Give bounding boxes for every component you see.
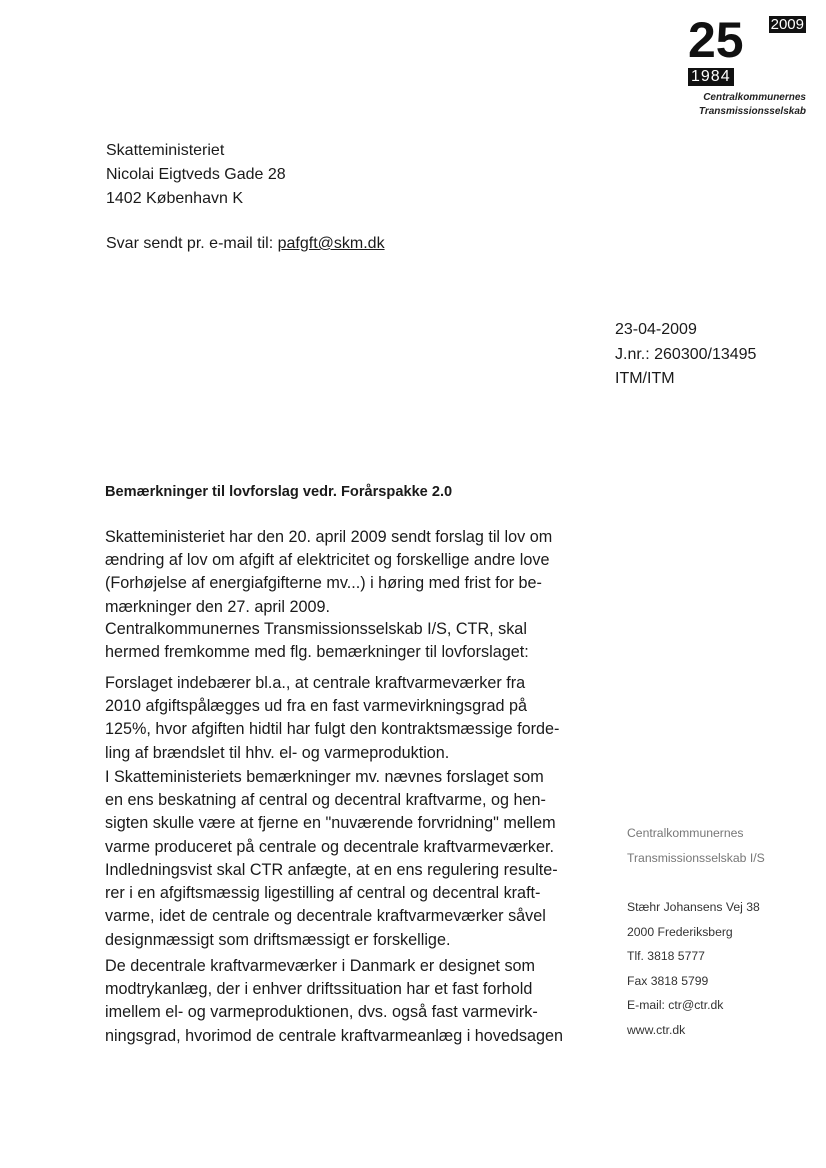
letter-meta bbox=[615, 318, 756, 392]
text-line: Indledningsvist skal CTR anfægte, at en ens regulering resulte- bbox=[105, 861, 558, 879]
paragraph bbox=[105, 526, 552, 619]
company-name: Transmissionsselskab I/S bbox=[627, 850, 765, 865]
logo-name-line1: Centralkommunernes bbox=[703, 92, 806, 103]
text-line: sigten skulle være at fjerne en "nuværende forvridning" mellem bbox=[105, 814, 556, 833]
contact-email[interactable]: E-mail: ctr@ctr.dk bbox=[627, 998, 724, 1013]
contact-fax: Fax 3818 5799 bbox=[627, 973, 709, 988]
contact-phone: Tlf. 3818 5777 bbox=[627, 949, 705, 964]
text-line: ling af brændslet til hhv. el- og varmeproduktion. bbox=[105, 743, 450, 762]
text-line: 2010 afgiftspålægges ud fra en fast varmevirkningsgrad på bbox=[105, 697, 528, 716]
paragraph bbox=[105, 672, 559, 765]
text-line: ændring af lov om afgift af elektricitet og forskellige andre love bbox=[105, 551, 550, 570]
text-line: en ens beskatning af central og decentral kraftvarme, og hen- bbox=[105, 791, 546, 810]
contact-address: Stæhr Johansens Vej 38 bbox=[627, 900, 760, 914]
text-line: Skatteministeriet har den 20. april 2009 sendt forslag til lov om bbox=[105, 528, 553, 546]
company-name: Centralkommunernes bbox=[627, 826, 744, 840]
reply-email-link[interactable]: pafgft@skm.dk bbox=[277, 235, 385, 252]
reply-label: Svar sendt pr. e-mail til: bbox=[106, 235, 278, 252]
text-line: De decentrale kraftvarmeværker i Danmark er designet som bbox=[105, 957, 536, 975]
recipient-line: Skatteministeriet bbox=[106, 142, 225, 159]
text-line: varme produceret på centrale og decentrale kraftvarmeværker. bbox=[105, 837, 554, 856]
contact-website[interactable]: www.ctr.dk bbox=[627, 1022, 686, 1037]
text-line: Centralkommunernes Transmissionsselskab I/S, CTR, skal bbox=[105, 620, 527, 638]
reply-line bbox=[106, 232, 385, 256]
logo-name-line2: Transmissionsselskab bbox=[698, 106, 806, 117]
letter-heading: Bemærkninger til lovforslag vedr. Forårspakke 2.0 bbox=[105, 484, 453, 500]
logo-number: 25 bbox=[688, 12, 744, 68]
initials: ITM/ITM bbox=[615, 370, 675, 387]
letter-date: 23-04-2009 bbox=[615, 321, 697, 338]
text-line: Forslaget indebærer bl.a., at centrale kraftvarmeværker fra bbox=[105, 674, 526, 692]
text-line: imellem el- og varmeproduktionen, dvs. også fast varmevirk- bbox=[105, 1003, 538, 1022]
logo-year-end: 2009 bbox=[770, 16, 804, 33]
text-line: mærkninger den 27. april 2009. bbox=[105, 597, 330, 616]
text-line: I Skatteministeriets bemærkninger mv. nævnes forslaget som bbox=[105, 768, 544, 786]
paragraph bbox=[105, 766, 556, 859]
contact-city: 2000 Frederiksberg bbox=[627, 924, 733, 939]
recipient-address bbox=[106, 139, 286, 211]
sidebar-company bbox=[627, 826, 765, 875]
paragraph bbox=[105, 859, 558, 952]
paragraph bbox=[105, 618, 529, 664]
text-line: varme, idet de centrale og decentrale kraftvarmeværker såvel bbox=[105, 907, 546, 926]
journal-number: J.nr.: 260300/13495 bbox=[615, 345, 757, 363]
text-line: ningsgrad, hvorimod de centrale kraftvarmeanlæg i hovedsagen bbox=[105, 1026, 564, 1045]
recipient-line: Nicolai Eigtveds Gade 28 bbox=[106, 166, 286, 183]
logo-year-start: 1984 bbox=[688, 68, 734, 86]
recipient-line: 1402 København K bbox=[106, 190, 243, 207]
text-line: modtrykanlæg, der i enhver driftssituation har et fast forhold bbox=[105, 980, 533, 999]
text-line: hermed fremkomme med flg. bemærkninger til lovforslaget: bbox=[105, 643, 529, 662]
text-line: (Forhøjelse af energiafgifterne mv...) i høring med frist for be- bbox=[105, 574, 542, 593]
text-line: 125%, hvor afgiften hidtil har fulgt den kontraktsmæssige forde- bbox=[105, 720, 560, 739]
paragraph bbox=[105, 955, 563, 1048]
sidebar-contact bbox=[627, 900, 760, 1048]
ctr-25-year-logo bbox=[680, 12, 810, 122]
text-line: rer i en afgiftsmæssig ligestilling af central og decentral kraft- bbox=[105, 884, 541, 903]
text-line: designmæssigt som driftsmæssigt er forskellige. bbox=[105, 930, 451, 949]
